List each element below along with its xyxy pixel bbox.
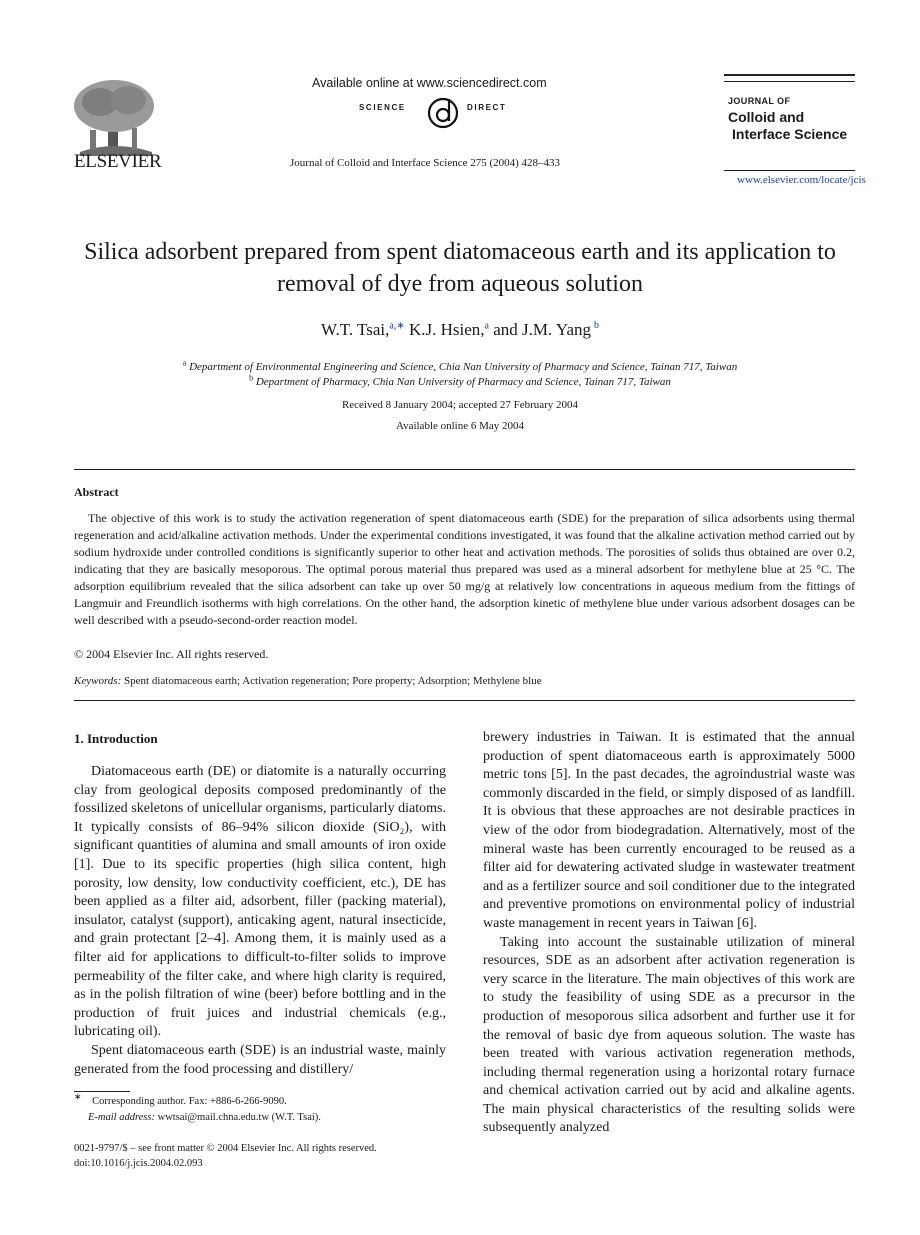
right-column <box>483 729 855 1138</box>
keywords-list: Spent diatomaceous earth; Activation regeneration; Pore property; Adsorption; Methylene blue <box>124 675 542 687</box>
author-name: K.J. Hsien, <box>404 320 485 339</box>
publisher-name: ELSEVIER <box>74 151 162 172</box>
body-paragraph: Taking into account the sustainable utilization of mineral resources, SDE as an adsorbent after activation regeneration is very scarce in the literature. The main objectives of this work are to study the feasibility of using SDE as a precursor in the production of mesoporous silica adsorbent and further use it for the removal of basic dye from aqueous solution. The waste has been treated with various activation regeneration methods, including thermal regeneration using a horizontal rotary furnace and chemical activation carried out by acid and alkaline agents. The main physical characteristics of the resulting solids were subsequently analyzed <box>483 934 855 1136</box>
body-paragraph: Spent diatomaceous earth (SDE) is an industrial waste, mainly generated from the food processing and distillery/ <box>74 1042 446 1077</box>
masthead-title-line1: Colloid and <box>728 109 805 125</box>
doi-line[interactable]: doi:10.1016/j.jcis.2004.02.093 <box>74 1158 203 1169</box>
affiliation-text: Department of Pharmacy, Chia Nan University of Pharmacy and Science, Tainan 717, Taiwan <box>255 376 671 388</box>
author-affil-link[interactable]: a <box>484 320 489 332</box>
available-online-date: Available online 6 May 2004 <box>395 420 525 432</box>
affiliation-mark: a <box>182 358 187 368</box>
keywords <box>74 675 542 687</box>
author-name: and J.M. Yang <box>488 320 591 339</box>
author-list <box>80 320 840 340</box>
divider <box>74 469 855 470</box>
email-label: E-mail address: <box>88 1112 155 1123</box>
corresponding-author-note <box>74 1091 287 1107</box>
sd-left-label: SCIENCE <box>359 103 406 112</box>
email-note <box>88 1112 321 1123</box>
left-column <box>74 763 446 1079</box>
divider <box>74 700 855 701</box>
received-dates: Received 8 January 2004; accepted 27 February 2004 <box>341 399 579 411</box>
abstract-copyright: © 2004 Elsevier Inc. All rights reserved. <box>74 647 269 661</box>
body-paragraph: brewery industries in Taiwan. It is estimated that the annual production of spent diatomaceous earth is approximately 5000 metric tons [5]. In the past decades, the agroindustrial waste was commonly discarded in the field, or simply disposed of as landfill. It is obvious that these approaches are not desirable practices in view of the odor from biodegradation. Alternatively, most of the mineral waste has been currently encouraged to be reused as a filter aid for dewatering activated sludge in wastewater treatment and as a fertilizer source and soil conditioner due to the integrated and preventive promotions on environmental policy of industrial waste management in recent years in Taiwan [6]. <box>483 730 855 931</box>
masthead-rule <box>724 81 855 82</box>
affiliation-mark: b <box>249 373 254 383</box>
abstract-paragraph: The objective of this work is to study the activation regeneration of spent diatomaceous earth (SDE) for the preparation of silica adsorbents using thermal regeneration and acid/alkaline activation methods. Under the experimental conditions investigated, it was found that the alkaline activation method carried out by sodium hydroxide under controlled conditions is significantly superior to other heat and activation methods. The porosities of solids thus obtained are over 0.2, indicating that they are basically mesoporous. The optimal porous material thus prepared was used as a mineral adsorbent for methylene blue at 25 °C. The adsorption equilibrium revealed that the silica adsorbent can take up over 50 mg/g at relatively low concentrations in aqueous medium from the fittings of Langmuir and Freundlich isotherms with high correlations. On the other hand, the adsorption kinetic of methylene blue under various adsorbent dosages can be well described with a pseudo-second-order reaction model. <box>74 511 855 627</box>
at-symbol-icon <box>425 95 461 131</box>
corresponding-text: Corresponding author. Fax: +886-6-266-9090. <box>92 1096 287 1107</box>
masthead-rule <box>724 170 855 171</box>
masthead-journal-of: JOURNAL OF <box>728 96 791 106</box>
body-paragraph: Diatomaceous earth (DE) or diatomite is a naturally occurring clay from geological deposits composed predominantly of the fossilized skeletons of unicellular organisms, particularly diatoms. It typically consists of 86–94% silicon dioxide (SiO₂), with significant quantities of alumina and small amounts of iron oxide [1]. Due to its specific properties (high silica content, high porosity, low density, low conductivity coefficient, etc.), DE has been applied as a filter aid, adsorbent, filler (packing material), insulator, catalyst (support), anticaking agent, natural insecticide, and grain protectant [2–4]. Among them, it is mainly used as a filter aid for applications to difficult-to-filter solids to improve permeability of the filter cake, and where high clarity is required, as in the polish filtration of wine (beer) before bottling and in the production of fruit juices and industrial chemicals (e.g., lubricating oil). <box>74 764 446 1040</box>
footnote-star: ∗ <box>74 1091 82 1102</box>
journal-url-link[interactable]: www.elsevier.com/locate/jcis <box>737 174 866 186</box>
author-name: W.T. Tsai, <box>320 320 390 339</box>
author-affil-link[interactable]: a,∗ <box>389 320 405 332</box>
available-online-banner[interactable]: Available online at www.sciencedirect.com <box>312 76 547 90</box>
article-title: Silica adsorbent prepared from spent diatomaceous earth and its application to removal of dye from aqueous solution <box>84 239 836 297</box>
masthead-title-line2: Interface Science <box>732 126 848 142</box>
affiliation-a <box>80 358 840 373</box>
keywords-label: Keywords: <box>74 675 122 687</box>
abstract-heading: Abstract <box>74 485 119 499</box>
issn-line: 0021-9797/$ – see front matter © 2004 Elsevier Inc. All rights reserved. <box>74 1143 377 1154</box>
section-heading: 1. Introduction <box>74 731 158 746</box>
affiliation-text: Department of Environmental Engineering and Science, Chia Nan University of Pharmacy and Science, Tainan 717, Taiwan <box>189 361 738 373</box>
email-address[interactable]: wwtsai@mail.chna.edu.tw (W.T. Tsai). <box>157 1112 321 1123</box>
author-affil-link[interactable]: b <box>594 320 599 332</box>
masthead-rule <box>724 74 855 76</box>
journal-reference: Journal of Colloid and Interface Science 275 (2004) 428–433 <box>290 157 561 169</box>
footnote-rule <box>74 1091 130 1092</box>
abstract-body <box>74 510 855 629</box>
sd-right-label: DIRECT <box>467 103 507 112</box>
sciencedirect-logo <box>355 95 535 135</box>
affiliation-b <box>80 373 840 388</box>
